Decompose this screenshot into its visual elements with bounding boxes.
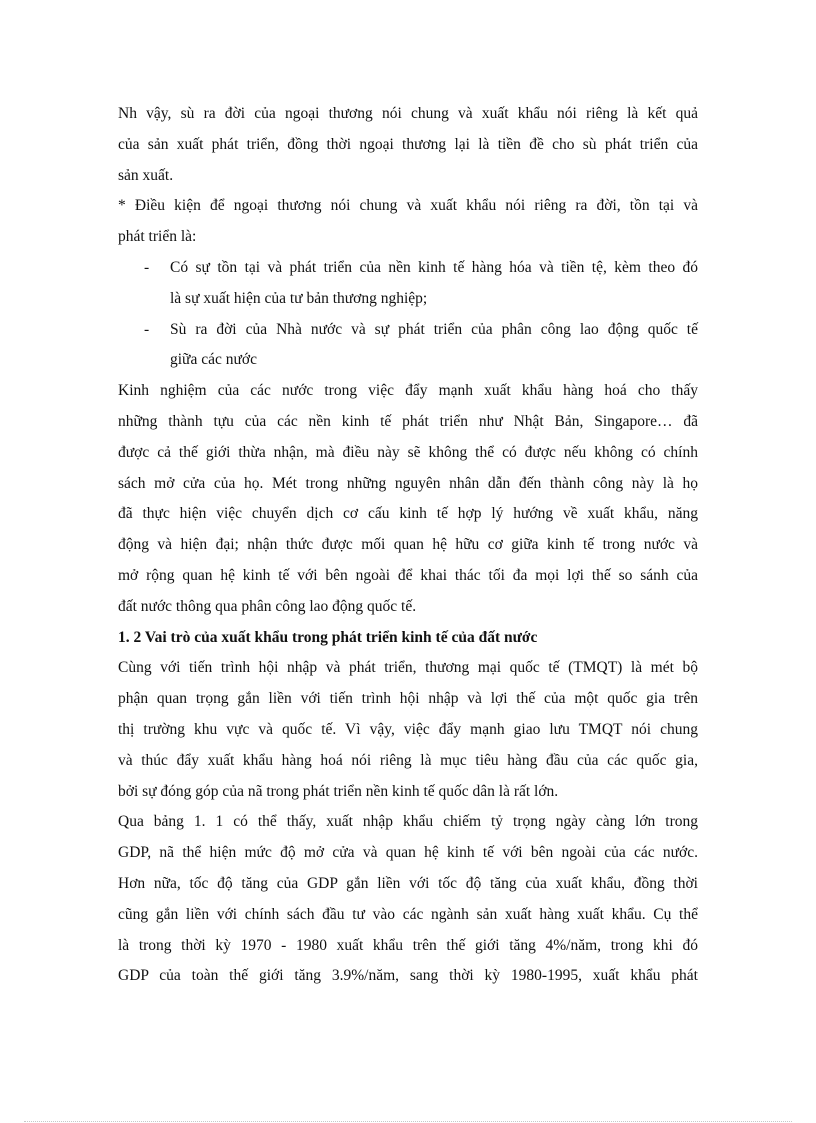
text-line: của sản xuất phát triển, đồng thời ngoại thương lại là tiền đề cho sù phát triển của — [118, 135, 698, 153]
text-line: là trong thời kỳ 1970 - 1980 xuất khẩu trên thế giới tăng 4%/năm, trong khi đó — [118, 936, 698, 954]
bullet-text: Sù ra đời của Nhà nước và sự phát triển của phân công lao động quốc tế — [170, 320, 698, 338]
text-line: được cả thế giới thừa nhận, mà điều này sẽ không thể có được nếu không có chính — [118, 443, 698, 461]
text-line: thị trường khu vực và quốc tế. Vì vậy, việc đẩy mạnh giao lưu TMQT nói chung — [118, 720, 698, 738]
section-heading: 1. 2 Vai trò của xuất khẩu trong phát triển kinh tế của đất nước — [118, 628, 538, 646]
bullet-item — [118, 315, 698, 377]
text-line: Hơn nữa, tốc độ tăng của GDP gắn liền với tốc độ tăng của xuất khẩu, đồng thời — [118, 874, 698, 892]
text-line: * Điều kiện để ngoại thương nói chung và xuất khẩu nói riêng ra đời, tồn tại và — [118, 197, 698, 215]
text-line: Nh vậy, sù ra đời của ngoại thương nói chung và xuất khẩu nói riêng là kết quả — [118, 105, 698, 122]
document-page — [118, 99, 698, 992]
text-line: mở rộng quan hệ kinh tế với bên ngoài để khai thác tối đa mọi lợi thế so sánh của — [118, 566, 698, 584]
bullet-list — [118, 253, 698, 376]
text-line: giữa các nước — [170, 351, 257, 369]
text-line: cũng gắn liền với chính sách đầu tư vào các ngành sản xuất hàng xuất khẩu. Cụ thể — [118, 905, 698, 923]
text-line: đã thực hiện việc chuyển dịch cơ cấu kinh tế hợp lý hướng về xuất khẩu, năng — [118, 505, 698, 523]
text-line: đất nước thông qua phân công lao động quốc tế. — [118, 597, 417, 615]
bullet-dash: - — [144, 320, 150, 338]
text-line: sách mở cửa của họ. Mét trong những nguyên nhân dẫn đến thành công này là họ — [118, 474, 698, 492]
page-bottom-rule — [24, 1121, 792, 1122]
text-line: bởi sự đóng góp của nã trong phát triển nền kinh tế quốc dân là rất lớn. — [118, 782, 559, 800]
text-line: Kinh nghiệm của các nước trong việc đẩy mạnh xuất khẩu hàng hoá cho thấy — [118, 382, 698, 400]
bullet-text: Có sự tồn tại và phát triển của nền kinh tế hàng hóa và tiền tệ, kèm theo đó — [170, 258, 698, 276]
paragraph-integration — [118, 653, 698, 807]
text-line: những thành tựu của các nền kinh tế phát triển như Nhật Bản, Singapore… đã — [118, 412, 698, 430]
text-line: Cùng với tiến trình hội nhập và phát triển, thương mại quốc tế (TMQT) là mét bộ — [118, 659, 698, 677]
text-line — [118, 315, 698, 346]
text-line: Qua bảng 1. 1 có thể thấy, xuất nhập khẩu chiếm tỷ trọng ngày càng lớn trong — [118, 813, 698, 831]
text-line: phát triển là: — [118, 228, 197, 246]
text-line: sản xuất. — [118, 166, 174, 184]
text-line: là sự xuất hiện của tư bản thương nghiệp; — [170, 289, 428, 307]
paragraph-origin — [118, 99, 698, 191]
bullet-dash: - — [144, 258, 150, 276]
paragraph-table-analysis — [118, 807, 698, 992]
paragraph-conditions — [118, 191, 698, 253]
bullet-item — [118, 253, 698, 315]
text-line — [118, 253, 698, 284]
text-line: động và hiện đại; nhận thức được mối quan hệ hữu cơ giữa kinh tế trong nước và — [118, 536, 698, 554]
text-line: phận quan trọng gắn liền với tiến trình hội nhập và lợi thế của một quốc gia trên — [118, 690, 698, 708]
paragraph-experience — [118, 376, 698, 622]
text-line: và thúc đẩy xuất khẩu hàng hoá nói riêng là mục tiêu hàng đầu của các quốc gia, — [118, 751, 698, 769]
text-line: GDP của toàn thế giới tăng 3.9%/năm, sang thời kỳ 1980-1995, xuất khẩu phát — [118, 967, 698, 985]
text-line: GDP, nã thể hiện mức độ mở cửa và quan hệ kinh tế với bên ngoài của các nước. — [118, 844, 698, 862]
